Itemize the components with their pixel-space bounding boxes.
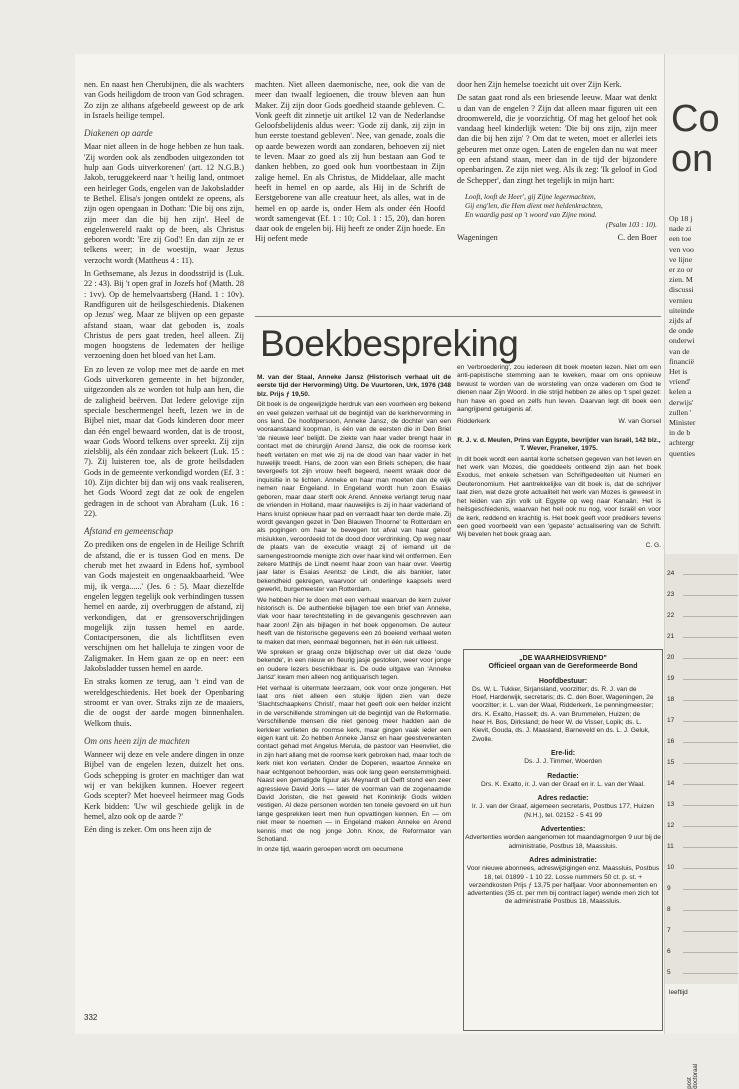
column-1 xyxy=(84,80,244,1020)
paragraph: machten. Niet alleen daemonische, nee, ook die van de meer dan twaalf legioenen, die trouw bleven aan hun Maker. Zij zijn door Gods goedheid staande gebleven. C. Vonk geeft dit zinnetje uit artikel 12 van de Nederlandse Geloofsbelijdenis aldus weer: 'Gode zij dank, zij zijn in hun eerste toestand gebleven'. Nee, van genade, zoals die op aarde bewezen wordt aan zondaren, behoeven zij niet te leven. Maar zo goed als zij hun bestaan aan God te danken hebben, zo goed ook hun voortbestaan in Zijn zalige hemel. En als Christus, de Middelaar, alle macht heeft in hemel en op aarde, als Hij in de Schrift de Eerstgeborene van alle creatuur heet, als alles, wat in de hemel en op aarde is, onder Hem als onder één Hoofd wordt samengevat (Ef. 1 : 10; Col. 1 : 15, 20), dan horen daar ook de engelen bij. Hij heeft ze onder Zijn hoede. En Hij oefent mede xyxy=(255,80,445,244)
paragraph: door hen Zijn hemelse toezicht uit over Zijn Kerk. xyxy=(457,80,622,89)
section-label: Redactie: xyxy=(547,772,579,780)
book-title: R. J. v. d. Meulen, Prins van Egypte, bevrijder van Israël, 142 blz., T. Wever, Franeker, 1975. xyxy=(457,436,661,453)
adjacent-text-line: derwijs' xyxy=(669,397,694,407)
review-column-1 xyxy=(257,374,451,1024)
paragraph: De satan gaat rond als een briesende leeuw. Maar wat denkt u dan van de engelen ? Zijn dat alleen maar figuren uit een droomwereld, die je voorzichtig. Of mag het geloof het ook vandaag heel kinderlijk weten: 'Die bij ons zijn, zijn meer dan die bij hen zijn' ? Om dat te weten, moet er allerlei iets gebeuren met onze ogen. Laten de engelen dan nu wat meer op een afstand staan, meer dan in de tijd der bijzondere openbaringen. Ze zijn niet weg. Als ik zeg: 'Ik geloof in God de Schepper', dan zingt het tegelijk in mijn hart: xyxy=(457,93,657,185)
colophon-section xyxy=(464,857,662,907)
review-paragraph: We spreken er graag onze blijdschap over uit dat deze 'oude bekende', in een nieuw en fleurig jasje gestoken, weer voor jonge en oudere lezers beschikbaar is. De oude uitgave van 'Anneke Jansz' kwam men alleen nog antiquarisch tegen. xyxy=(257,649,451,682)
gridline xyxy=(683,637,738,638)
y-tick-label: 19 xyxy=(667,675,675,682)
section-label: Hoofdbestuur: xyxy=(538,677,588,685)
y-tick-label: 10 xyxy=(667,864,675,871)
paragraph: nen. En naast hen Cherubijnen, die als wachters van Gods heiligdom de troon van God schragen. Zo zijn ze althans afgebeeld geweest op de ark in Israels heilige tempel. xyxy=(84,80,244,120)
y-tick-label: 22 xyxy=(667,612,675,619)
adjacent-text-line: er zo or xyxy=(669,265,693,275)
gridline xyxy=(683,931,738,932)
y-tick-label: 12 xyxy=(667,822,675,829)
paragraph: In Gethsemane, als Jezus in doodsstrijd is (Luk. 22 : 43). Bij 't open graf in Jozefs hof (Matth. 28 : 1vv). Op de hemelvaartsberg (Hand. 1 : 10v). Randfiguren uit de heilsgeschiedenis. Diakenen op Jezus' weg. Maar ze blijven op een gepaste afstand staan, waar dat geboden is, zoals Christus de pers gaat treden, heel alleen. Zij mogen hoogstens de ledematen der heilige verzoening doen het bloed van het Lam. xyxy=(84,269,244,361)
adjacent-text-line: uiteinde xyxy=(669,305,695,315)
gridline xyxy=(683,910,738,911)
section-text: Drs. K. Exalto, ir. J. van der Graaf en ir. L. van der Waal. xyxy=(481,780,645,788)
section-text: Voor nieuwe abonnees, adreswijzigingen enz. Maassluis, Postbus 18, tel. 01899 - 1 10 22. Losse nummers 50 ct. p. st. + verzendkosten Prijs ƒ 13,75 per halfjaar. Voor abonnementen en advertenties (35 ct. per mm bij contract lager) wende men zich tot de administratie Postbus 18, Maassluis. xyxy=(466,865,660,906)
adjacent-text-line: de onde xyxy=(669,326,694,336)
colophon-section xyxy=(464,826,662,851)
gridline xyxy=(683,763,738,764)
gridline xyxy=(683,952,738,953)
adjacent-text-line: in de b xyxy=(669,428,691,438)
section-text: Ds. J. J. Timmer, Woerden xyxy=(524,758,602,766)
y-tick-label: 11 xyxy=(667,843,674,850)
adjacent-text-line: vernieu xyxy=(669,295,693,305)
paragraph: Zo prediken ons de engelen in de Heilige Schrift de afstand, die er is tussen God en mens. De cherub met het zwaard in Edens hof, symbool van Gods majesteit en ongenaakbaarheid. 'Wee mij, ik verga......' (Jes. 6 : 5). Maar diezelfde engelen leggen tegelijk ook verbindingen tussen hemel en aarde, zij overbruggen de afstand, zij verkondigen, dat er grensoverschrijdingen mogelijk zijn tussen hemel en aarde. Contactpersonen, die als lichtflitsen even verschijnen om het halleluja te zingen voor de Zaligmaker. In Hem gaan ze op en neer: een Jakobsladder tussen hemel en aarde. xyxy=(84,540,244,674)
gridline xyxy=(683,742,738,743)
colophon-section xyxy=(464,750,662,767)
subheading-machten: Om ons heen zijn de machten xyxy=(84,735,190,746)
adjacent-page xyxy=(664,54,738,1089)
y-tick-label: 14 xyxy=(667,780,675,787)
gridline xyxy=(683,784,738,785)
review-paragraph: en 'verbroedering', zou iedereen dit boek moeten lezen. Niet om een anti-papistische stemming aan te kweken, maar om ons opnieuw bewust te worden van de worsteling van onze vaderen om God te dienen naar Zijn Woord. In die strijd hebben ze alles op 't spel gezet: hun have en goed en zelfs hun leven. Daarvan legt dit boek een aangrijpend getuigenis af. xyxy=(457,364,661,414)
colophon-section xyxy=(464,773,662,790)
adjacent-text-line: zijds af xyxy=(669,316,692,326)
section-text: Ir. J. van der Graaf, algemeen secretaris, Postbus 177, Huizen (N.H.), tel. 02152 - 5 41 99 xyxy=(471,803,655,819)
colophon-subtitle: Officieel orgaan van de Gereformeerde Bond xyxy=(488,663,638,671)
gridline xyxy=(683,574,738,575)
y-tick-label: 13 xyxy=(667,801,675,808)
y-tick-label: 7 xyxy=(667,927,671,934)
adjacent-text-line: onderwi xyxy=(669,336,695,346)
adjacent-text-line: vriend' xyxy=(669,377,691,387)
y-tick-label: 21 xyxy=(667,633,675,640)
colophon-box xyxy=(463,649,663,1031)
y-tick-label: 23 xyxy=(667,591,675,598)
y-tick-label: 5 xyxy=(667,969,671,976)
adjacent-text-line: financië xyxy=(669,356,695,366)
adjacent-text-line: van de xyxy=(669,346,690,356)
gridline xyxy=(683,868,738,869)
signature-place: Ridderkerk xyxy=(457,418,490,426)
signature-place: Wageningen xyxy=(457,232,498,242)
adjacent-text-line: discussi xyxy=(669,285,694,295)
section-label: Advertenties: xyxy=(540,826,586,834)
gridline xyxy=(683,973,738,974)
gridline xyxy=(683,805,738,806)
adjacent-text-line: ven voo xyxy=(669,244,694,254)
adjacent-headline: on xyxy=(671,138,714,180)
section-label: Adres redactie: xyxy=(537,795,589,803)
gridline xyxy=(683,658,738,659)
section-label: Ere-lid: xyxy=(550,749,576,757)
adjacent-text xyxy=(669,214,739,459)
review-paragraph: We hebben hier te doen met een verhaal waarvan de kern zuiver historisch is. De authentieke bijlagen toe een brief van Anneke, vlak voor haar terechtstelling in de gevangenis geschreven aan haar zoon! Zijn als bijlagen in het boek opgenomen. De auteur heeft van de historische gegevens een zó boeiend verhaal weten te maken dat men, eenmaal begonnen, het in één ruk uitleest. xyxy=(257,596,451,646)
gridline xyxy=(683,616,738,617)
chart-label: post doctoraal xyxy=(687,1064,699,1089)
adjacent-text-line: achtergr xyxy=(669,438,695,448)
review-author: C. G. xyxy=(645,541,661,549)
section-text: Advertenties worden aangenomen tot maandagmorgen 9 uur bij de administratie, Postbus 18, Maassluis. xyxy=(465,834,661,850)
review-paragraph: In onze tijd, waarin geroepen wordt om oecumene xyxy=(257,846,404,854)
subheading-diakenen: Diakenen op aarde xyxy=(84,128,153,139)
y-tick-label: 18 xyxy=(667,696,675,703)
review-signature xyxy=(457,418,661,426)
signature-author: C. den Boer xyxy=(617,232,657,242)
gridline xyxy=(683,889,738,890)
divider xyxy=(255,316,661,317)
gridline xyxy=(683,826,738,827)
y-tick-label: 20 xyxy=(667,654,675,661)
poem-line: Gij eng'len, die Hem dient met heldenkrachten, xyxy=(465,201,603,211)
book-title: M. van der Staal, Anneke Jansz (Historisch verhaal uit de eerste tijd der Hervorming) Uitg. De Vuurtoren, Urk, 1976 (348 blz. Prijs ƒ 19,50. xyxy=(257,374,451,398)
adjacent-text-line: nade zi xyxy=(669,224,692,234)
poem-reference: (Psalm 103 : 10). xyxy=(605,219,657,229)
adjacent-text-line: zien. M xyxy=(669,275,693,285)
adjacent-text-line: ve lijne xyxy=(669,254,693,264)
gridline xyxy=(683,679,738,680)
subheading-afstand: Afstand en gemeenschap xyxy=(84,526,173,537)
review-paragraph: Dit boek is de ongewijzigde herdruk van een voorheen erg bekend en veel gelezen verhaal uit de begintijd van de kerkhervorming in ons land. De hoofdpersoon, Anneke Jansz, de dochter van een vooraanstaand koopman, is één van de eersten die in Den Briel 'de nieuwe leer' belijdt. De ziekte van haar vader brengt haar in contact met de chirurgijn Arend Jansz, die ook de roomse kerk heeft verlaten en met wie zij na de dood van haar vader in het huwelijk treedt. Hans, de zoon van een Briels schepen, die haar tevergeefs tot zijn vrouw heeft begeerd, neemt wraak door de inquisitie in te lichten. Anneke en haar man moeten dan de wijk nemen naar Engeland. In Engeland wordt hun zoon Esaias geboren, maar daar sterft ook Arend. Anneke verlangt terug naar de vrienden in Holland, maar nauwelijks is zij in haar vaderland of Hans kruist opnieuw haar pad en verraadt haar ten derde male. Zij wordt gevangen gezet in 'Den Blauwen Thoorne' te Rotterdam en als pogingen om haar te bewegen tot afval van haar geloof mislukken, veroordeeld tot de dood door verdrinking. Op weg naar de plaats van de executie vraagt zij of iemand uit de samengestroomde menigte zich over haar kind wil ontfermen. Een zekere Matthijs de Lindt neemt haar zoon van haar over. Veertig jaar later is Esaias Arentsz de Lindt, die als bankier, later bekendheid gekregen, waarvoor uit onderlinge kaapsels werd gewerkt, burgemeester van Rotterdam. xyxy=(257,401,451,594)
adjacent-text-line: een toe xyxy=(669,234,692,244)
paragraph: En zo leven ze volop mee met de aarde en met Gods uitverkoren gemeente in het bijzonder, uitgezonden als ze worden tot hulp aan hen, die de zaligheid beërven. Dat ledere gelovige zijn speciale beschermengel heeft, lezen we in de Bijbel niet, maar dat Gods kinderen door meer dan één engel bewaard worden, dat is de troost, waar Gods Woord telkens over spreekt. Zij zijn zielsblij, als één zondaar zich bekeert (Luk. 15 : 7). Zij luisteren toe, als de grote heilsdaden Gods in de gemeente verkondigd worden (Ef. 3 : 10). Zijn dichter bij dan wij ons vaak realiseren, het Gods Woord zegt dat ze ook de engelen gedragen in de schoot van Abraham (Luk. 16 : 22). xyxy=(84,364,244,518)
adjacent-text-line: zullen ' xyxy=(669,407,692,417)
chart-x-label: leeftijd xyxy=(669,989,688,996)
magazine-page xyxy=(75,54,665,1034)
adjacent-text-line: Minister xyxy=(669,418,696,428)
y-tick-label: 24 xyxy=(667,570,675,577)
signature xyxy=(457,233,657,243)
column-3 xyxy=(457,80,657,310)
adjacent-text-line: Het is xyxy=(669,367,688,377)
column-2 xyxy=(255,80,445,280)
gridline xyxy=(683,595,738,596)
gridline xyxy=(683,700,738,701)
paragraph: En straks komen ze terug, aan 't eind van de wereldgeschiedenis. Het boek der Openbaring stroomt er van over. Straks zijn ze de maaiers, die de oogst der aarde mogen binnenhalen. Welkom thuis. xyxy=(84,677,244,728)
adjacent-text-line: Op 18 j xyxy=(669,214,693,223)
colophon-section xyxy=(464,795,662,820)
signature-author: W. van Gorsel xyxy=(618,418,661,426)
gridline xyxy=(683,847,738,848)
section-text: Ds. W. L. Tukker, Sirjansland, voorzitter; ds. R. J. van de Hoef, Harderwijk, secretaris; ds. C. den Boer, Wageningen, 2e voorzitter; ir. L. van der Waal, Ridderkerk, 1e penningmeester; drs. K. Exalto, Hasselt; ds. A. van Brummelen, Huizen; de heer H. Bos, Dirksland; de heer W. de Visser, Lopik; ds. L. Kievit, Gouda, ds. J. Maasland, Barneveld en ds. L. J. Geluk, Zwolle. xyxy=(472,685,654,743)
paragraph: Eén ding is zeker. Om ons heen zijn de xyxy=(84,825,212,835)
y-tick-label: 9 xyxy=(667,885,671,892)
page-number: 332 xyxy=(84,1013,98,1022)
adjacent-text-line: quenties xyxy=(669,448,695,458)
y-tick-label: 8 xyxy=(667,906,671,913)
paragraph: Wanneer wij deze en vele andere dingen in onze Bijbel van de engelen lezen, duizelt het ons. Gods schepping is groter en machtiger dan wat wij er van bekijken kunnen. Hoever regeert Gods scepter? Met hoeveel heirmeer mag Gods Kerk bidden: 'Uw wil geschiede gelijk in de hemel, alzo ook op de aarde ?' xyxy=(84,750,244,821)
y-tick-label: 16 xyxy=(667,738,675,745)
y-tick-label: 6 xyxy=(667,948,671,955)
psalm-quote xyxy=(465,192,657,229)
review-paragraph: In dit boek wordt een aantal korte schetsen gegeven van het leven en het werk van Mozes, die goeddeels ontleend zijn aan het boek Exodus, met enkele schetsen van Schriftgedeelten uit Numeri en Deuteronomium. Het aantrekkelijke van dit boek is, dat de schrijver laat zien, wat deze grote actualiteit het werk van Mozes is geweest in het leiden van zijn volk uit Egypte op weg naar Kanaän. Het is heilsgeschiedenis, waarvan het heil ook nu nog, voor Israël en voor de kerk, reddend en krachtig is. Het boek geeft voor predikers tevens een goed voorbeeld van een 'gepaste' actualisering van de Schrift. Wij bevelen het boek graag aan. xyxy=(457,455,661,539)
y-tick-label: 15 xyxy=(667,759,675,766)
y-tick-label: 17 xyxy=(667,717,675,724)
section-label: Adres administratie: xyxy=(529,856,597,864)
paragraph: Maar niet alleen in de hoge hebben ze hun taak. 'Zij worden ook als zendboden uitgezonden tot hulp aan Gods uitverkorenen' (art. 12 N.G.B.) Jakob, teruggekeerd naar 't heilig land, ontmoet een heirleger Gods, engelen van de Jakobsladder te Bethel. Elisa's jongen ontdekt ze opeens, als zijn ogen opengaan in Dothan: 'Die bij ons zijn, zijn meer dan die bij hen zijn'. Heel de engelenwereld raakt op de been, als Christus geboren wordt: 'Ere zij God'! En dan zijn ze er telkens weer; in de woestijn, waar Jezus verzocht wordt (Mattheus 4 : 11). xyxy=(84,142,244,265)
review-paragraph: Het verhaal is uitermate leerzaam, ook voor onze jongeren. Het laat ons niet alleen een stukje lijden zien van deze 'Slachtschaapkens Christi', maar het geeft ook een helder inzicht in de verschillende stromingen uit de begintijd van de Reformatie. Verschillende mensen die niet genoeg meer hadden aan de kerkleer verlieten de roomse kerk, maar gingen vaak ieder een eigen kant uit. Zo hebben Anneke Jansz en haar geestverwanten contact gehad met Angelus Merula, de pastoor van Heenvliet, die in zijn hart allang met de roomse kerk gebroken had, maar toch de kerk niet kon verlaten. Onder de Doperen, waartoe Anneke en haar echtgenoot behoorden, was ook lang geen eenstemmigheid. Naast een gematigde figuur als Meynardt uit Delft stond een zeer agressieve David Joris — later de voorman van de zogenaamde David Joristen, die het geweld het Koninkrijk Gods wilden vestigen. Al deze personen worden ten tonele gevoerd en uit hun lange gesprekken leert men hun opvattingen kennen. En — om niet meer te noemen — in Engeland maken Anneke en Arend kennis met de nog jonge John. Knox, de Reformator van Schotland. xyxy=(257,684,451,843)
adjacent-headline: Co xyxy=(671,98,720,140)
colophon-title: „DE WAARHEIDSVRIEND" xyxy=(519,655,607,662)
review-column-2 xyxy=(457,364,661,644)
poem-line: Looft, looft de Heer', gij Zijne legermachten, xyxy=(465,191,596,201)
adjacent-text-line: kelen a xyxy=(669,387,692,397)
gridline xyxy=(683,721,738,722)
colophon-section xyxy=(464,678,662,744)
section-heading-boekbespreking: Boekbespreking xyxy=(260,323,519,364)
poem-line: En waardig past op 't woord van Zijne mond. xyxy=(465,210,597,220)
